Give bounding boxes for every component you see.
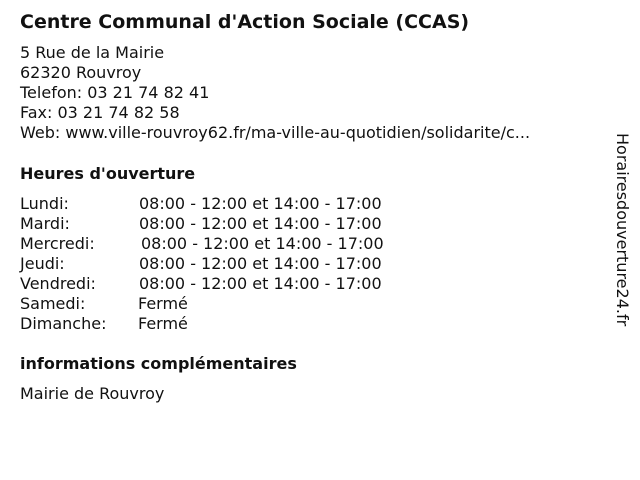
day-label: Samedi: <box>20 294 86 313</box>
day-label: Dimanche: <box>20 314 107 333</box>
hours-value: Fermé <box>138 314 188 333</box>
fax-number: Fax: 03 21 74 82 58 <box>20 103 180 122</box>
website-link[interactable]: Web: www.ville-rouvroy62.fr/ma-ville-au-quotidien/solidarite/c... <box>20 123 531 142</box>
hours-value: Fermé <box>138 294 188 313</box>
hours-value: 08:00 - 12:00 et 14:00 - 17:00 <box>139 194 382 213</box>
day-label: Lundi: <box>20 194 69 213</box>
hours-value: 08:00 - 12:00 et 14:00 - 17:00 <box>139 254 382 273</box>
address-block <box>20 43 530 143</box>
day-label: Mercredi: <box>20 234 95 253</box>
site-watermark: Horairesdouverture24.fr <box>613 133 632 327</box>
city-postal: 62320 Rouvroy <box>20 63 142 82</box>
day-label: Jeudi: <box>20 254 65 273</box>
phone-number: Telefon: 03 21 74 82 41 <box>20 83 210 102</box>
opening-hours-heading: Heures d'ouverture <box>20 164 196 183</box>
hours-value: 08:00 - 12:00 et 14:00 - 17:00 <box>139 274 382 293</box>
hours-value: 08:00 - 12:00 et 14:00 - 17:00 <box>139 214 382 233</box>
additional-info-heading: informations complémentaires <box>20 354 297 373</box>
day-label: Vendredi: <box>20 274 96 293</box>
page-title: Centre Communal d'Action Sociale (CCAS) <box>20 11 470 33</box>
additional-info-text: Mairie de Rouvroy <box>20 384 165 403</box>
street-address: 5 Rue de la Mairie <box>20 43 165 62</box>
hours-value: 08:00 - 12:00 et 14:00 - 17:00 <box>141 234 384 253</box>
day-label: Mardi: <box>20 214 70 233</box>
